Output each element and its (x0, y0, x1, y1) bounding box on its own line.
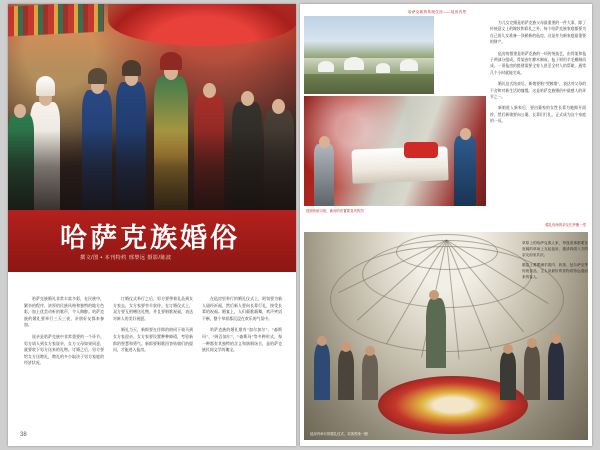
woman-figure-right (454, 136, 476, 206)
yurt-shape (400, 59, 418, 71)
fur-hat-1 (88, 68, 107, 84)
guest-figure (548, 342, 564, 400)
paragraph: 在毡房里举行的婚礼仪式上，阿訇要为新人诵经祈福，然后新人要向长辈行礼，接受长辈的祝福。婚宴上，人们载歌载舞，欢声笑语不断，整个草原都沉浸在欢乐的气氛中。 (202, 296, 282, 321)
grassland-yurt-camp-photo (304, 16, 434, 94)
red-drape-decoration (108, 4, 296, 46)
tapestry-decoration (8, 4, 104, 37)
right-article-body (490, 20, 586, 130)
guest-head (365, 346, 375, 356)
guest-head-far-right (272, 99, 285, 114)
yurt-shape (344, 57, 364, 70)
guest-head (341, 342, 351, 352)
fur-hat-2 (122, 60, 141, 76)
paragraph: 毡房的搭建是哈萨克族的一项传统技艺，由骨架和毡子两部分组成。骨架由红柳木制成，毡子则用羊毛擀制而成。一顶毡房的搭建需要全家人甚至全村人的帮助，通常几个小时就能完成。 (490, 50, 586, 75)
paragraph: 哈萨克族婚礼非常丰富多彩，在民族中，繁杂的程序，浓厚的民族风格和独特的地方色彩，加上优美动听的歌声，令人陶醉。哈萨克族的婚礼要举行三天三夜，亲朋好友都来参加。 (24, 296, 104, 328)
guest-figure (314, 344, 330, 400)
kazakh-wedding-ceremony-photo (8, 4, 296, 222)
paragraph: 新娘进入新家后，要由婆家的女性长辈为她揭开面纱，然后新娘要向公婆、长辈们行礼，正式成为这个家庭的一员。 (490, 105, 586, 124)
right-page (300, 4, 592, 446)
guest-head (527, 338, 537, 348)
right-sidebar-text (522, 240, 588, 280)
guest-head (317, 336, 327, 346)
guest-figure (524, 346, 540, 400)
guest-head (503, 344, 513, 354)
yurt-shape (376, 63, 390, 73)
green-robe-head (14, 104, 26, 118)
left-page (8, 4, 296, 446)
red-robe-head (203, 83, 216, 98)
guest-head-right (241, 91, 254, 106)
standing-host-figure (426, 298, 446, 368)
paragraph: 订婚仪式举行之后，男方要带着礼品到女方家去，女方家要宰羊款待。在订婚仪式上，双方要互相赠送礼物，并且要唱歌祝福，表达对新人的美好祝愿。 (113, 296, 193, 321)
paragraph: 婚礼当天，新郎要在伴郎的陪同下骑马到女方家迎亲。女方家要设置种种障碍，考验新郎的智慧和勇气。新郎要唱歌回答姑娘们的提问，才能进入毡房。 (113, 327, 193, 353)
paragraph: 婚宴上要摆满手抓肉、奶茶、包尔萨克等传统食品，主人用最好的食物款待远道而来的客人。 (522, 263, 588, 279)
guest-head (551, 334, 561, 344)
red-pillow-shape (404, 142, 438, 158)
woman-figure-left (314, 144, 334, 206)
paragraph: 说亲是哈萨克族中非常重要的一个环节。男方请人到女方家说亲，女方父母如果同意，就要收下男方送来的礼物。订婚之后，男方要给女方送聘礼，聘礼的多少取决于男方家庭的经济状况。 (24, 333, 104, 366)
guest-figure (500, 352, 516, 400)
woman-head-left (319, 136, 330, 148)
yurt-shape (318, 61, 334, 72)
paragraph: 为儿女完婚是哈萨克族父母最重要的一件大事，除了传统意义上的嫁妆和彩礼之外，每个哈萨克族家庭都要为自己的儿女准备一顶崭新的毡房，这是作为新家庭最重要的财产。 (490, 20, 586, 45)
paragraph: 草原上的哈萨克族人家，每逢喜事都要在宽阔的草场上支起毡房，邀请四面八方的亲友前来共庆。 (522, 241, 588, 257)
photo-caption-bottom: 毡房内举行的婚礼仪式，宾客围坐一圈 (310, 432, 368, 436)
bridal-chamber-interior-photo (304, 96, 486, 206)
page-title: 哈萨克族婚俗 (60, 223, 240, 254)
page-number: 38 (20, 432, 27, 438)
woman-head-right (460, 128, 471, 140)
paragraph: 哈萨克族的婚礼歌有“加尔加尔”、“森斯玛”、“阿吾加尔”、“森斯玛”等多种形式，每一种都有其独特的含义和演唱场合，是哈萨克族民间文学的瑰宝。 (202, 327, 282, 353)
photo-caption-middle: 按照传统习俗，新房的布置要喜庆热烈 (306, 209, 364, 213)
byline: 撰文/图 • 本刊特约 邢黎远 摄影/陈波 (80, 255, 172, 261)
photo-caption-right: 婚礼现场的亲友们齐聚一堂 (545, 223, 586, 227)
paragraph: 婚礼仪式结束后，新娘要唱“哭嫁歌”，表达对父母的不舍和对新生活的憧憬。这是哈萨克族婚俗中最感人的环节之一。 (490, 81, 586, 100)
groom-hat (160, 52, 182, 70)
left-article-body (24, 296, 282, 426)
bride-headdress (36, 76, 55, 96)
host-head (429, 290, 439, 300)
guest-figure (338, 350, 354, 400)
photo-caption-top: 哈萨克族的传统住房——毡房内景 (408, 10, 467, 14)
guest-figure (362, 354, 378, 400)
crowd-foreground (8, 130, 296, 222)
